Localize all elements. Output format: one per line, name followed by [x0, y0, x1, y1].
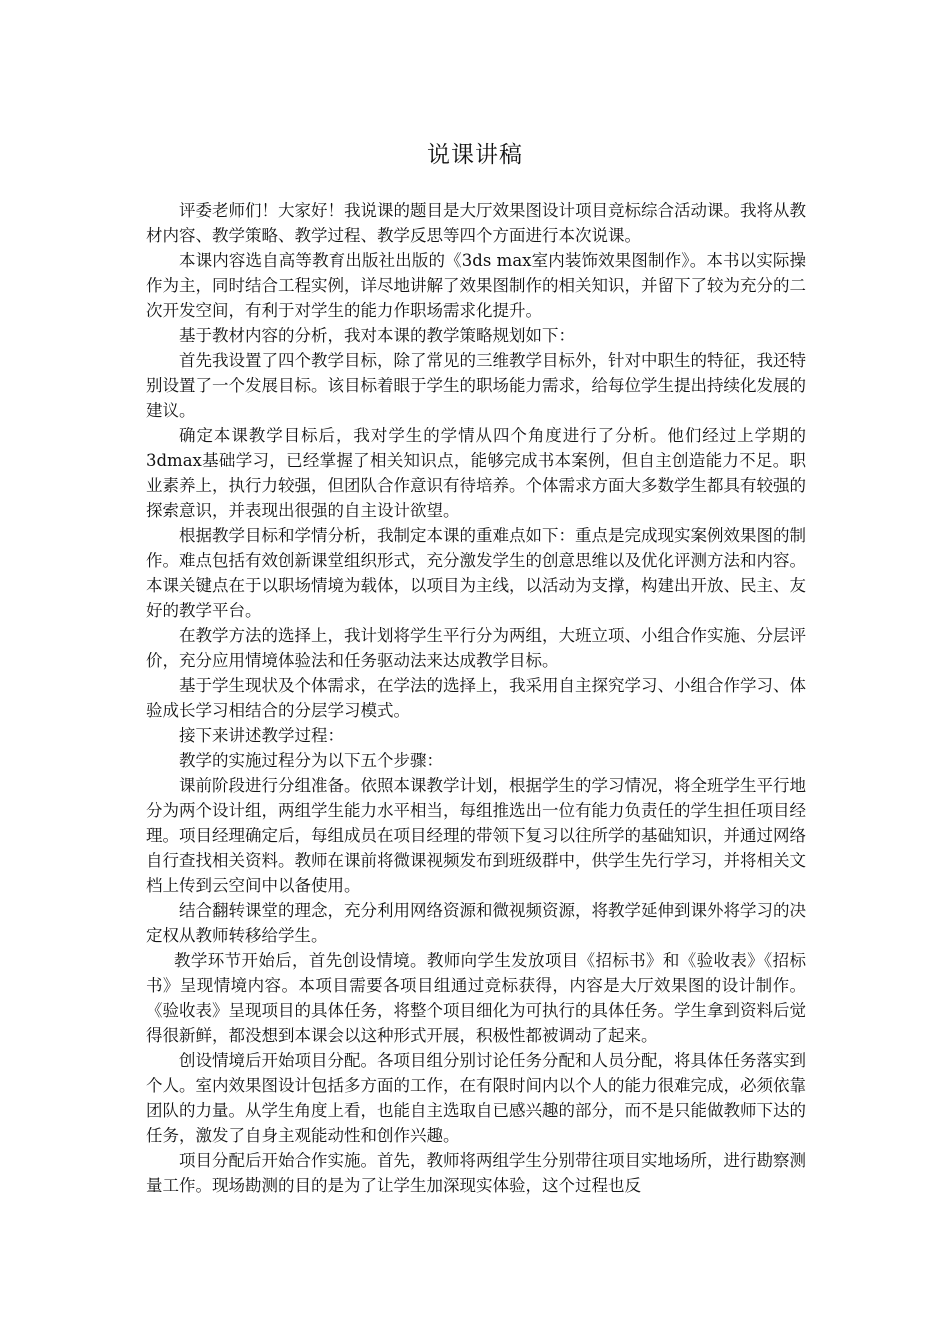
paragraph-7: 在教学方法的选择上，我计划将学生平行分为两组，大班立项、小组合作实施、分层评价，充分应用情境体验法和任务驱动法来达成教学目标。 [146, 626, 806, 670]
paragraph-10: 教学的实施过程分为以下五个步骤： [179, 751, 443, 770]
paragraph-12: 结合翻转课堂的理念，充分利用网络资源和微视频资源，将教学延伸到课外将学习的决定权从教师转移给学生。 [146, 901, 806, 945]
paragraph-13: 教学环节开始后，首先创设情境。教师向学生发放项目《招标书》和《验收表》《招标书》呈现情境内容。本项目需要各项目组通过竞标获得，内容是大厅效果图的设计制作。《验收表》呈现项目的具体任务，将整个项目细化为可执行的具体任务。学生拿到资料后觉得很新鲜，都没想到本课会以这种形式开展，积极性都被调动了起来。 [146, 951, 806, 1045]
paragraph-5: 确定本课教学目标后，我对学生的学情从四个角度进行了分析。他们经过上学期的3dmax基础学习，已经掌握了相关知识点，能够完成书本案例，但自主创造能力不足。职业素养上，执行力较强，但团队合作意识有待培养。个体需求方面大多数学生都具有较强的探索意识，并表现出很强的自主设计欲望。 [146, 426, 806, 520]
paragraph-14: 创设情境后开始项目分配。各项目组分别讨论任务分配和人员分配，将具体任务落实到个人。室内效果图设计包括多方面的工作，在有限时间内以个人的能力很难完成，必须依靠团队的力量。从学生角度上看，也能自主选取自已感兴趣的部分，而不是只能做教师下达的任务，激发了自身主观能动性和创作兴趣。 [146, 1051, 806, 1145]
paragraph-11: 课前阶段进行分组准备。依照本课教学计划，根据学生的学习情况，将全班学生平行地分为两个设计组，两组学生能力水平相当，每组推选出一位有能力负责任的学生担任项目经理。项目经理确定后，每组成员在项目经理的带领下复习以往所学的基础知识，并通过网络自行查找相关资料。教师在课前将微课视频发布到班级群中，供学生先行学习，并将相关文档上传到云空间中以备使用。 [146, 776, 806, 895]
paragraph-4: 首先我设置了四个教学目标，除了常见的三维教学目标外，针对中职生的特征，我还特别设置了一个发展目标。该目标着眼于学生的职场能力需求，给每位学生提出持续化发展的建议。 [146, 351, 806, 420]
paragraph-15: 项目分配后开始合作实施。首先，教师将两组学生分别带往项目实地场所，进行勘察测量工作。现场勘测的目的是为了让学生加深现实体验，这个过程也反 [146, 1151, 806, 1195]
document-body [146, 198, 806, 1198]
paragraph-8: 基于学生现状及个体需求，在学法的选择上，我采用自主探究学习、小组合作学习、体验成长学习相结合的分层学习模式。 [146, 676, 806, 720]
paragraph-1: 评委老师们！大家好！我说课的题目是大厅效果图设计项目竞标综合活动课。我将从教材内容、教学策略、教学过程、教学反思等四个方面进行本次说课。 [146, 201, 806, 245]
paragraph-2: 本课内容选自高等教育出版社出版的《3ds max室内装饰效果图制作》。本书以实际操作为主，同时结合工程实例，详尽地讲解了效果图制作的相关知识，并留下了较为充分的二次开发空间，有利于对学生的能力作职场需求化提升。 [146, 251, 806, 320]
paragraph-6: 根据教学目标和学情分析，我制定本课的重难点如下：重点是完成现实案例效果图的制作。难点包括有效创新课堂组织形式，充分激发学生的创意思维以及优化评测方法和内容。本课关键点在于以职场情境为载体，以项目为主线，以活动为支撑，构建出开放、民主、友好的教学平台。 [146, 526, 806, 620]
paragraph-9: 接下来讲述教学过程： [179, 726, 344, 745]
paragraph-3: 基于教材内容的分析，我对本课的教学策略规划如下： [179, 326, 575, 345]
document-title: 说课讲稿 [427, 142, 523, 168]
